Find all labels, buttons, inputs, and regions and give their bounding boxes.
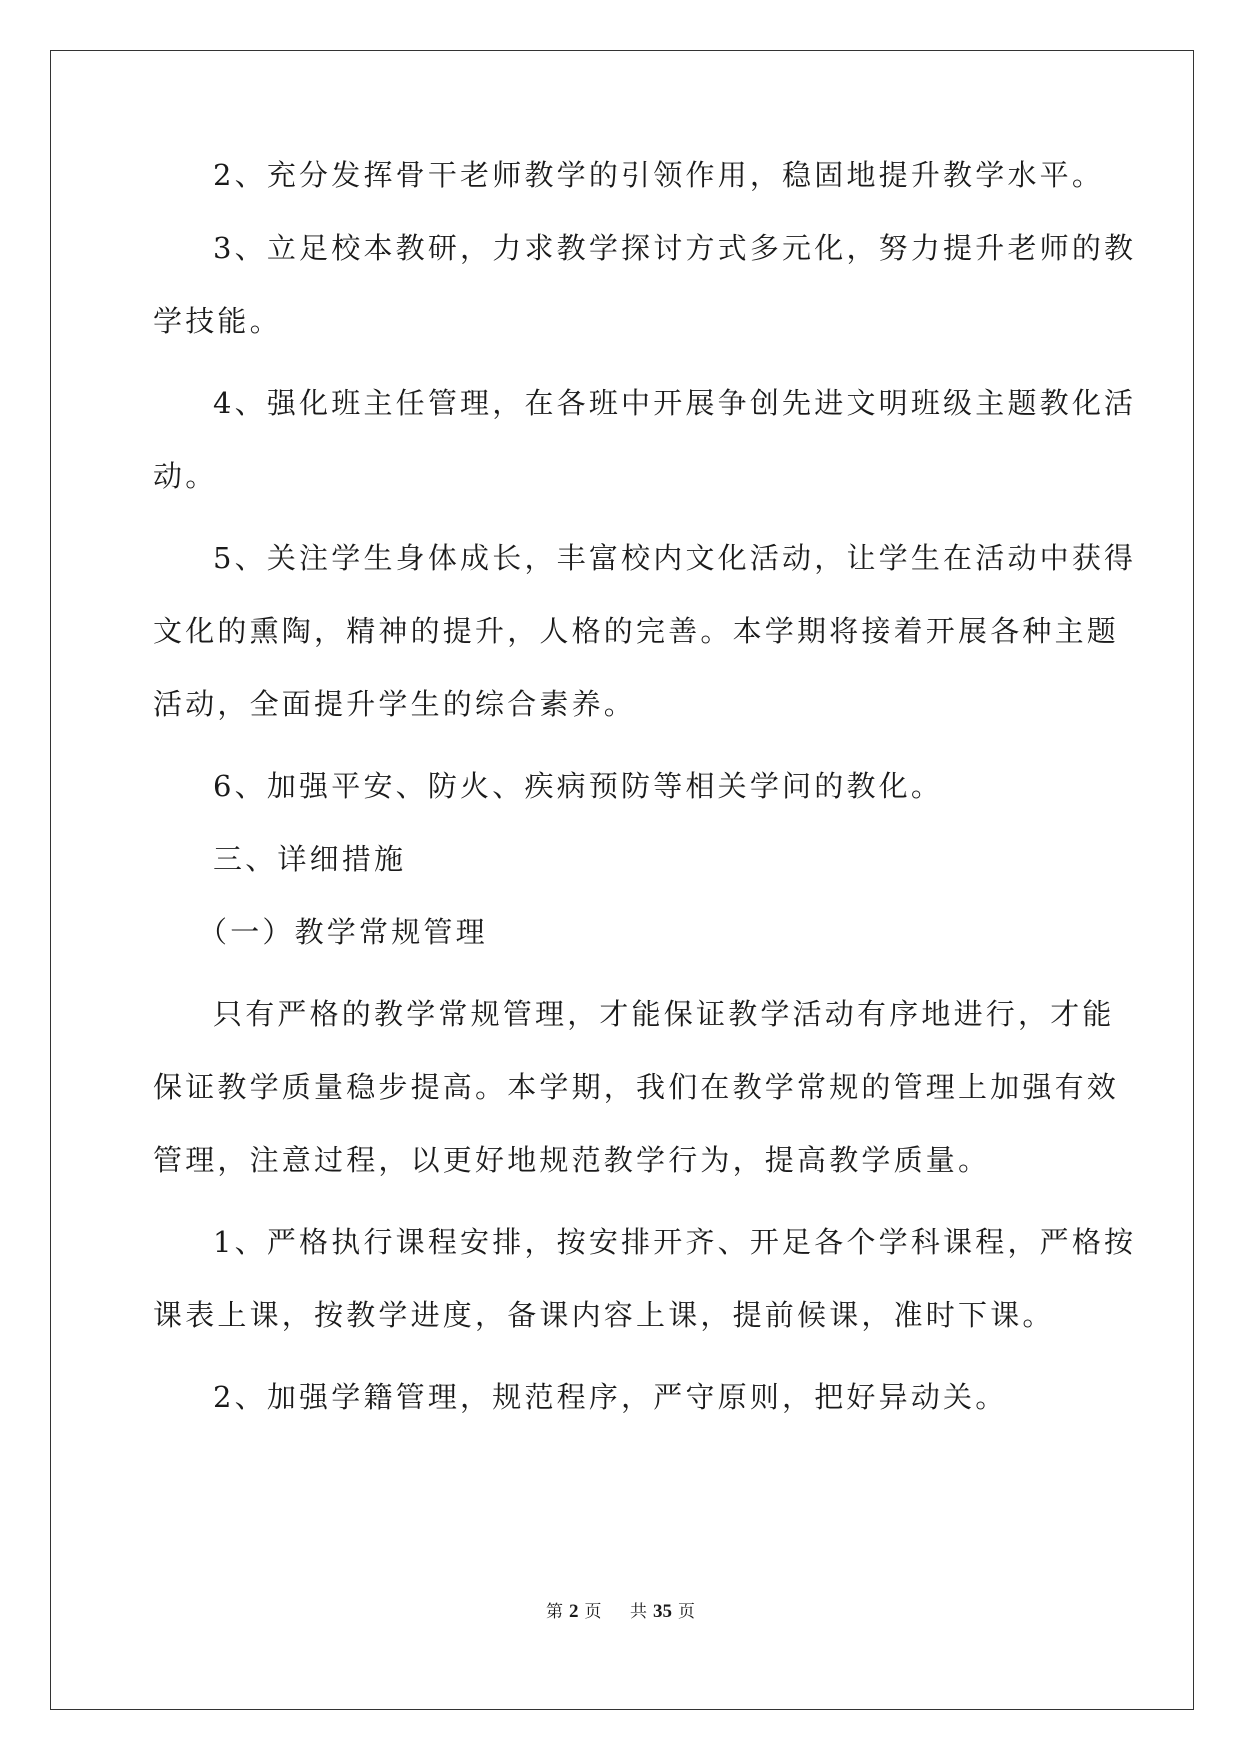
paragraph-line: 2、加强学籍管理，规范程序，严守原则，把好异动关。 [213,1380,1008,1414]
paragraph-line: 管理，注意过程，以更好地规范教学行为，提高教学质量。 [153,1143,991,1177]
paragraph-line: 保证教学质量稳步提高。本学期，我们在教学常规的管理上加强有效 [153,1070,1120,1104]
paragraph-line: 5、关注学生身体成长，丰富校内文化活动，让学生在活动中获得 [213,541,1137,575]
subsection-heading: （一）教学常规管理 [198,915,488,949]
paragraph-line: 学技能。 [153,304,282,338]
section-heading: 三、详细措施 [213,842,407,876]
paragraph-line: 课表上课，按教学进度，备课内容上课，提前候课，准时下课。 [153,1298,1055,1332]
paragraph-line: 只有严格的教学常规管理，才能保证教学活动有序地进行，才能 [213,997,1115,1031]
page-indicator: 第 2 页 [546,1601,602,1622]
total-pages: 35 [652,1601,672,1622]
paragraph-line: 活动，全面提升学生的综合素养。 [153,687,637,721]
paragraph-line: 2、充分发挥骨干老师教学的引领作用，稳固地提升教学水平。 [213,158,1105,192]
paragraph-line: 1、严格执行课程安排，按安排开齐、开足各个学科课程，严格按 [213,1225,1137,1259]
total-indicator: 共 35 页 [629,1601,695,1622]
paragraph-line: 4、强化班主任管理，在各班中开展争创先进文明班级主题教化活 [213,386,1137,420]
page-border [50,50,1194,1710]
paragraph-line: 动。 [153,459,218,493]
paragraph-line: 6、加强平安、防火、疾病预防等相关学问的教化。 [213,769,944,803]
paragraph-line: 3、立足校本教研，力求教学探讨方式多元化，努力提升老师的教 [213,231,1137,265]
page-footer [0,1600,1241,1624]
paragraph-line: 文化的熏陶，精神的提升，人格的完善。本学期将接着开展各种主题 [153,614,1120,648]
page-number: 2 [569,1601,579,1622]
